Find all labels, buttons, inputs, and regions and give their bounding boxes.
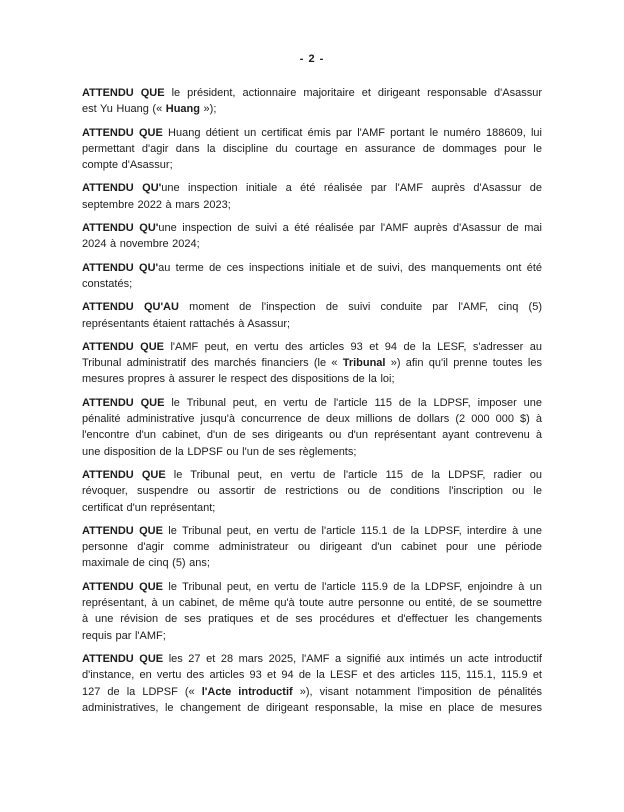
paragraph-line [82,411,542,427]
text-segment: requis par l'AMF; [82,629,166,642]
attendu-paragraph [82,299,542,332]
paragraph-line [82,579,542,595]
bold-text-segment: ATTENDU QU'AU [82,301,179,314]
paragraph-line [82,141,542,157]
text-segment: le Tribunal peut, en vertu de l'article 115 de la LDPSF, radier ou [165,468,542,481]
text-segment: mesures propres à assurer le respect des dispositions de la loi; [82,373,395,386]
bold-text-segment: ATTENDU QUE [82,580,163,593]
paragraph-line [82,595,542,611]
paragraph-line [82,611,542,627]
text-segment: à une révision de ses pratiques et de ses procédures et d'effectuer les changements [82,613,542,626]
text-segment: 127 de la LDPSF (« [82,685,202,698]
bold-text-segment: ATTENDU QUE [82,340,165,353]
text-segment: 2024 à novembre 2024; [82,238,200,251]
paragraph-line [82,651,542,667]
bold-text-segment: Huang [165,103,200,116]
attendu-paragraph [82,339,542,388]
text-segment: au terme de ces inspections initiale et de suivi, des manquements ont été [158,261,543,274]
text-segment: est Yu Huang (« [82,103,166,116]
text-segment: une inspection initiale a été réalisée par l'AMF auprès d'Asassur de [161,182,543,195]
attendu-paragraph [82,523,542,572]
text-segment: le président, actionnaire majoritaire et dirigeant responsable d'Asassur [164,87,542,99]
bold-text-segment: Tribunal [342,357,386,370]
text-segment: »), visant notamment l'imposition de pénalités [292,685,543,698]
attendu-paragraph [82,395,542,460]
bold-text-segment: ATTENDU QUE [82,396,165,409]
paragraph-line [82,125,542,141]
attendu-paragraph [82,220,542,253]
bold-text-segment: ATTENDU QU' [82,261,159,274]
paragraph-line [82,684,542,700]
paragraph-line [82,197,542,213]
paragraph-line [82,500,542,516]
bold-text-segment: ATTENDU QUE [82,524,163,537]
paragraph-line [82,260,542,276]
text-segment: septembre 2022 à mars 2023; [82,198,231,211]
paragraph-line [82,483,542,499]
text-segment: d'instance, en vertu des articles 93 et 94 de la LESF et des articles 115, 115.1, 115.9 et [82,669,542,682]
paragraph-line [82,157,542,173]
attendu-paragraph [82,467,542,516]
attendu-paragraph [82,579,542,644]
paragraph-line [82,700,542,716]
text-segment: permettant d'agir dans la discipline du courtage en assurance de dommages pour le [82,142,542,155]
text-segment: le Tribunal peut, en vertu de l'article 115.9 de la LDPSF, enjoindre à un [162,580,542,593]
bold-text-segment: ATTENDU QU' [82,182,162,195]
document-body [82,85,542,723]
text-segment: Tribunal administratif des marchés financiers (le « [82,357,343,370]
text-segment: une disposition de la LDPSF ou l'un de ses règlements; [82,445,357,458]
attendu-paragraph [82,125,542,174]
paragraph-line [82,523,542,539]
text-segment: l'encontre d'un cabinet, d'un de ses dirigeants ou d'un représentant ayant contrevenu à [82,429,542,442]
paragraph-line [82,85,542,101]
text-segment: personne d'agir comme administrateur ou dirigeant d'un cabinet pour une période [82,541,542,554]
paragraph-line [82,276,542,292]
text-segment: pénalité administrative jusqu'à concurrence de deux millions de dollars (2 000 000 $) à [82,413,542,426]
attendu-paragraph [82,180,542,213]
text-segment: représentants étaient rattachés à Asassur; [82,317,291,330]
text-segment: les 27 et 28 mars 2025, l'AMF a signifié aux intimés un acte introductif [163,652,542,665]
paragraph-line [82,299,542,315]
attendu-paragraph [82,85,542,118]
paragraph-line [82,667,542,683]
paragraph-line [82,220,542,236]
bold-text-segment: ATTENDU QUE [82,468,166,481]
bold-text-segment: ATTENDU QUE [82,126,163,139]
text-segment: représentant, à un cabinet, de même qu'à toute autre personne ou entité, de se soumettre [82,597,542,610]
text-segment: »); [199,103,217,116]
paragraph-line [82,236,542,252]
text-segment: compte d'Asassur; [82,159,173,172]
text-segment: une inspection de suivi a été réalisée par l'AMF auprès d'Asassur de mai [158,222,542,235]
text-segment: maximale de cinq (5) ans; [82,557,210,570]
bold-text-segment: l'Acte introductif [201,685,293,698]
attendu-paragraph [82,651,542,716]
text-segment: moment de l'inspection de suivi conduite par l'AMF, cinq (5) [178,301,543,314]
text-segment: administratives, le changement de dirigeant responsable, la mise en place de mesures [82,701,542,714]
bold-text-segment: ATTENDU QU' [82,222,159,235]
text-segment: certificat d'un représentant; [82,501,216,514]
paragraph-line [82,339,542,355]
paragraph-line [82,371,542,387]
paragraph-line [82,467,542,483]
page-number: - 2 - [299,53,325,65]
paragraph-line [82,628,542,644]
bold-text-segment: ATTENDU QUE [82,87,165,99]
bold-text-segment: ATTENDU QUE [82,652,164,665]
paragraph-line [82,539,542,555]
paragraph-line [82,101,542,117]
paragraph-line [82,427,542,443]
paragraph-line [82,395,542,411]
text-segment: Huang détient un certificat émis par l'AMF portant le numéro 188609, lui [162,126,542,139]
text-segment: constatés; [82,277,133,290]
text-segment: le Tribunal peut, en vertu de l'article 115 de la LDPSF, imposer une [164,396,542,409]
text-segment: ») afin qu'il prenne toutes les [385,357,542,370]
text-segment: l'AMF peut, en vertu des articles 93 et 94 de la LESF, s'adresser au [164,340,542,353]
text-segment: révoquer, suspendre ou assortir de restrictions ou de conditions l'inscription ou le [82,485,542,498]
paragraph-line [82,444,542,460]
text-segment: le Tribunal peut, en vertu de l'article 115.1 de la LDPSF, interdire à une [162,524,542,537]
paragraph-line [82,555,542,571]
attendu-paragraph [82,260,542,293]
paragraph-line [82,355,542,371]
paragraph-line [82,316,542,332]
paragraph-line [82,180,542,196]
